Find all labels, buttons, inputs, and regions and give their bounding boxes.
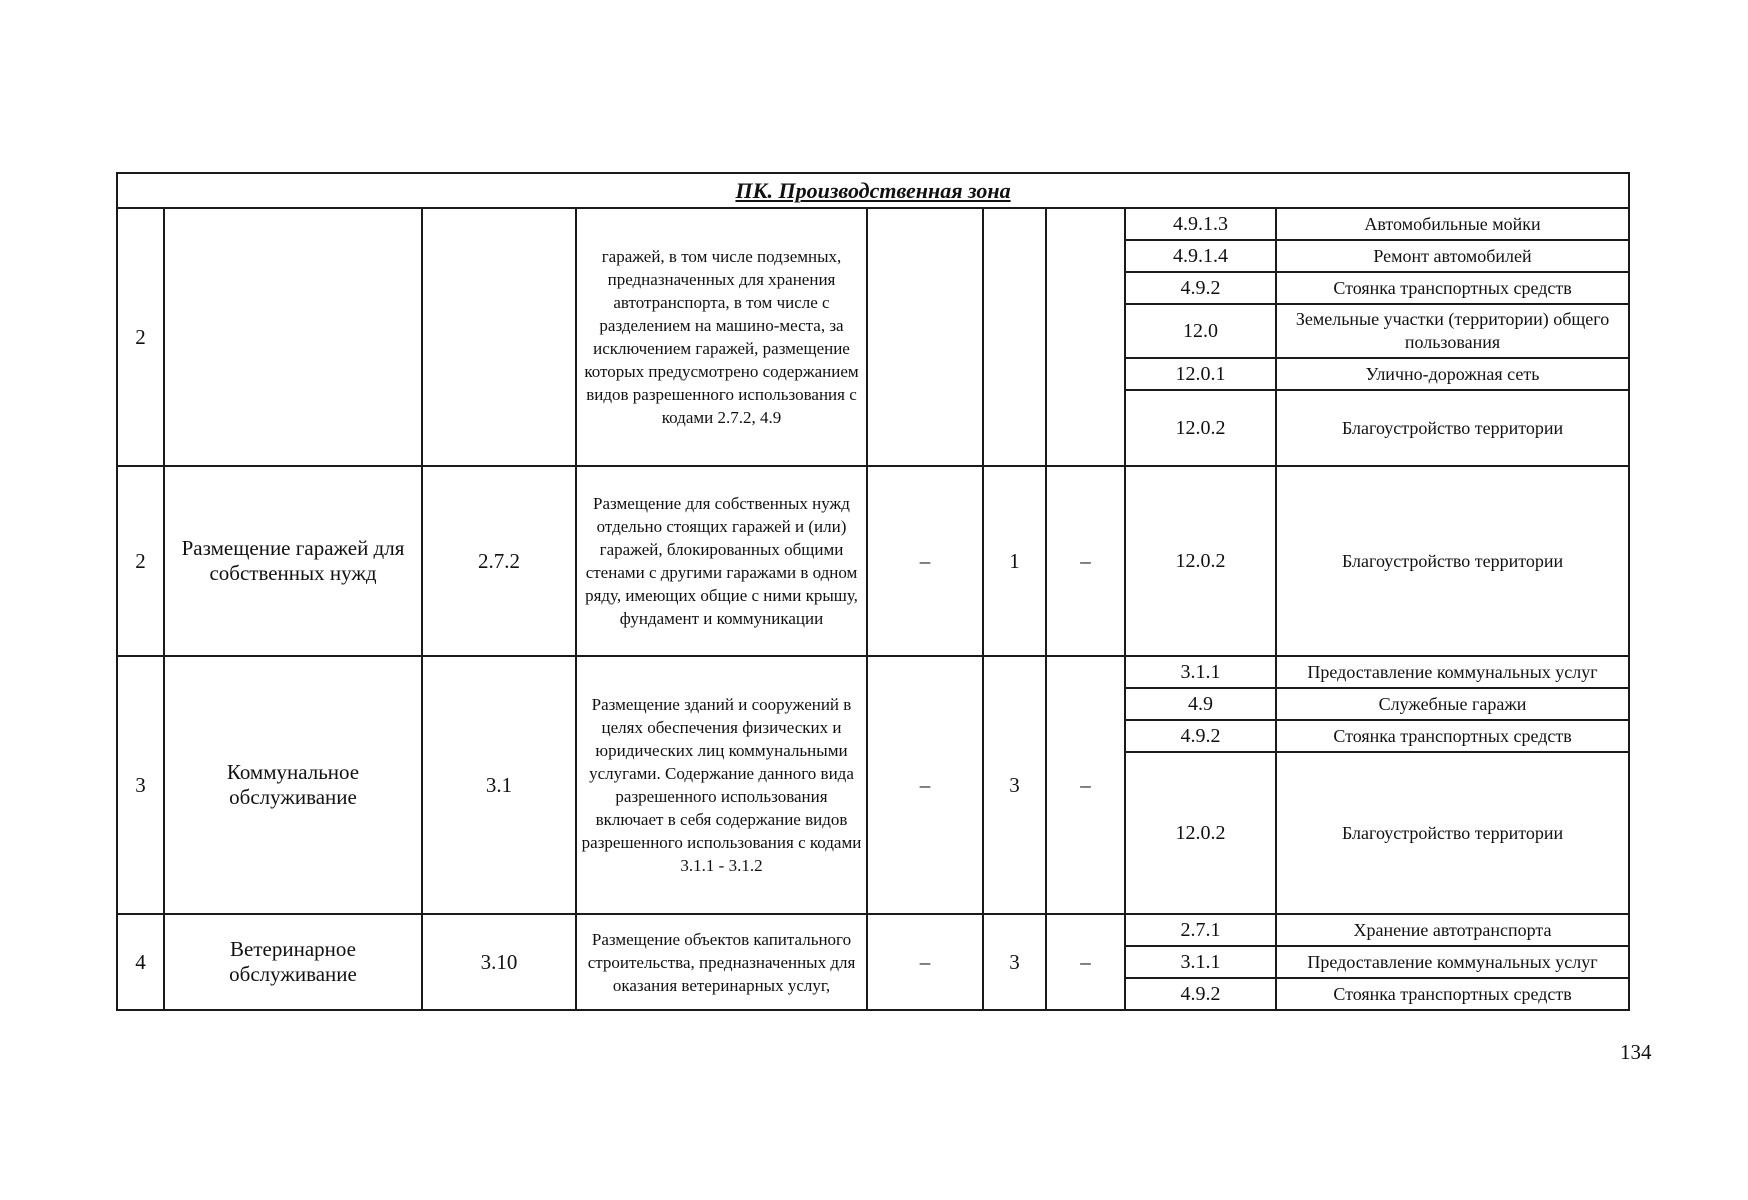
sub-name: Ремонт автомобилей: [1276, 240, 1629, 272]
use-code: 3.1: [422, 656, 576, 914]
sub-code: 2.7.1: [1125, 914, 1276, 946]
sub-name: Стоянка транспортных средств: [1276, 978, 1629, 1010]
sub-name: Предоставление коммунальных услуг: [1276, 946, 1629, 978]
use-name: Коммунальное обслуживание: [164, 656, 422, 914]
sub-code: 4.9.2: [1125, 272, 1276, 304]
sub-name: Стоянка транспортных средств: [1276, 272, 1629, 304]
zone-table: [116, 172, 1630, 1011]
sub-name: Служебные гаражи: [1276, 688, 1629, 720]
sub-code: 3.1.1: [1125, 656, 1276, 688]
use-description: Размещение зданий и сооружений в целях обеспечения физических и юридических лиц коммунальными услугами. Содержание данного вида разрешенного использования включает в себя содержание видов разрешенного использования с кодами 3.1.1 - 3.1.2: [576, 656, 867, 914]
sub-name: Благоустройство территории: [1276, 390, 1629, 466]
use-description: Размещение для собственных нужд отдельно стоящих гаражей и (или) гаражей, блокированных общими стенами с другими гаражами в одном ряду, имеющих общие с ними крышу, фундамент и коммуникации: [576, 466, 867, 656]
param-cell: –: [867, 914, 983, 1010]
use-description: Размещение объектов капитального строительства, предназначенных для оказания ветеринарных услуг,: [576, 914, 867, 1010]
sub-code: 12.0: [1125, 304, 1276, 358]
sub-name: Стоянка транспортных средств: [1276, 720, 1629, 752]
param-cell: [867, 208, 983, 466]
sub-code: 12.0.2: [1125, 752, 1276, 914]
use-name: [164, 208, 422, 466]
param-cell: –: [1046, 656, 1125, 914]
sub-name: Земельные участки (территории) общего пользования: [1276, 304, 1629, 358]
row-number: 2: [117, 466, 164, 656]
use-code: 3.10: [422, 914, 576, 1010]
table-row: [117, 656, 1629, 688]
sub-name: Хранение автотранспорта: [1276, 914, 1629, 946]
sub-code: 12.0.1: [1125, 358, 1276, 390]
sub-code: 4.9.2: [1125, 978, 1276, 1010]
param-cell: –: [867, 466, 983, 656]
sub-name: Благоустройство территории: [1276, 752, 1629, 914]
param-cell: [983, 208, 1046, 466]
param-cell: 3: [983, 656, 1046, 914]
use-name: Размещение гаражей для собственных нужд: [164, 466, 422, 656]
row-number: 4: [117, 914, 164, 1010]
param-cell: [1046, 208, 1125, 466]
sub-name: Улично-дорожная сеть: [1276, 358, 1629, 390]
sub-code: 4.9: [1125, 688, 1276, 720]
param-cell: 1: [983, 466, 1046, 656]
sub-code: 4.9.1.3: [1125, 208, 1276, 240]
sub-name: Автомобильные мойки: [1276, 208, 1629, 240]
table-row: [117, 914, 1629, 946]
page-number: 134: [1620, 1040, 1652, 1064]
sub-code: 4.9.1.4: [1125, 240, 1276, 272]
use-description: гаражей, в том числе подземных, предназначенных для хранения автотранспорта, в том числе с разделением на машино-места, за исключением гаражей, размещение которых предусмотрено содержанием видов разрешенного использования с кодами 2.7.2, 4.9: [576, 208, 867, 466]
sub-code: 12.0.2: [1125, 466, 1276, 656]
use-code: [422, 208, 576, 466]
row-number: 3: [117, 656, 164, 914]
table-row: [117, 208, 1629, 240]
sub-code: 3.1.1: [1125, 946, 1276, 978]
sub-code: 4.9.2: [1125, 720, 1276, 752]
param-cell: –: [867, 656, 983, 914]
sub-code: 12.0.2: [1125, 390, 1276, 466]
sub-name: Предоставление коммунальных услуг: [1276, 656, 1629, 688]
param-cell: –: [1046, 466, 1125, 656]
use-name: Ветеринарное обслуживание: [164, 914, 422, 1010]
table-row: [117, 466, 1629, 656]
use-code: 2.7.2: [422, 466, 576, 656]
param-cell: 3: [983, 914, 1046, 1010]
row-number: 2: [117, 208, 164, 466]
param-cell: –: [1046, 914, 1125, 1010]
zone-title: ПК. Производственная зона: [117, 173, 1629, 208]
sub-name: Благоустройство территории: [1276, 466, 1629, 656]
